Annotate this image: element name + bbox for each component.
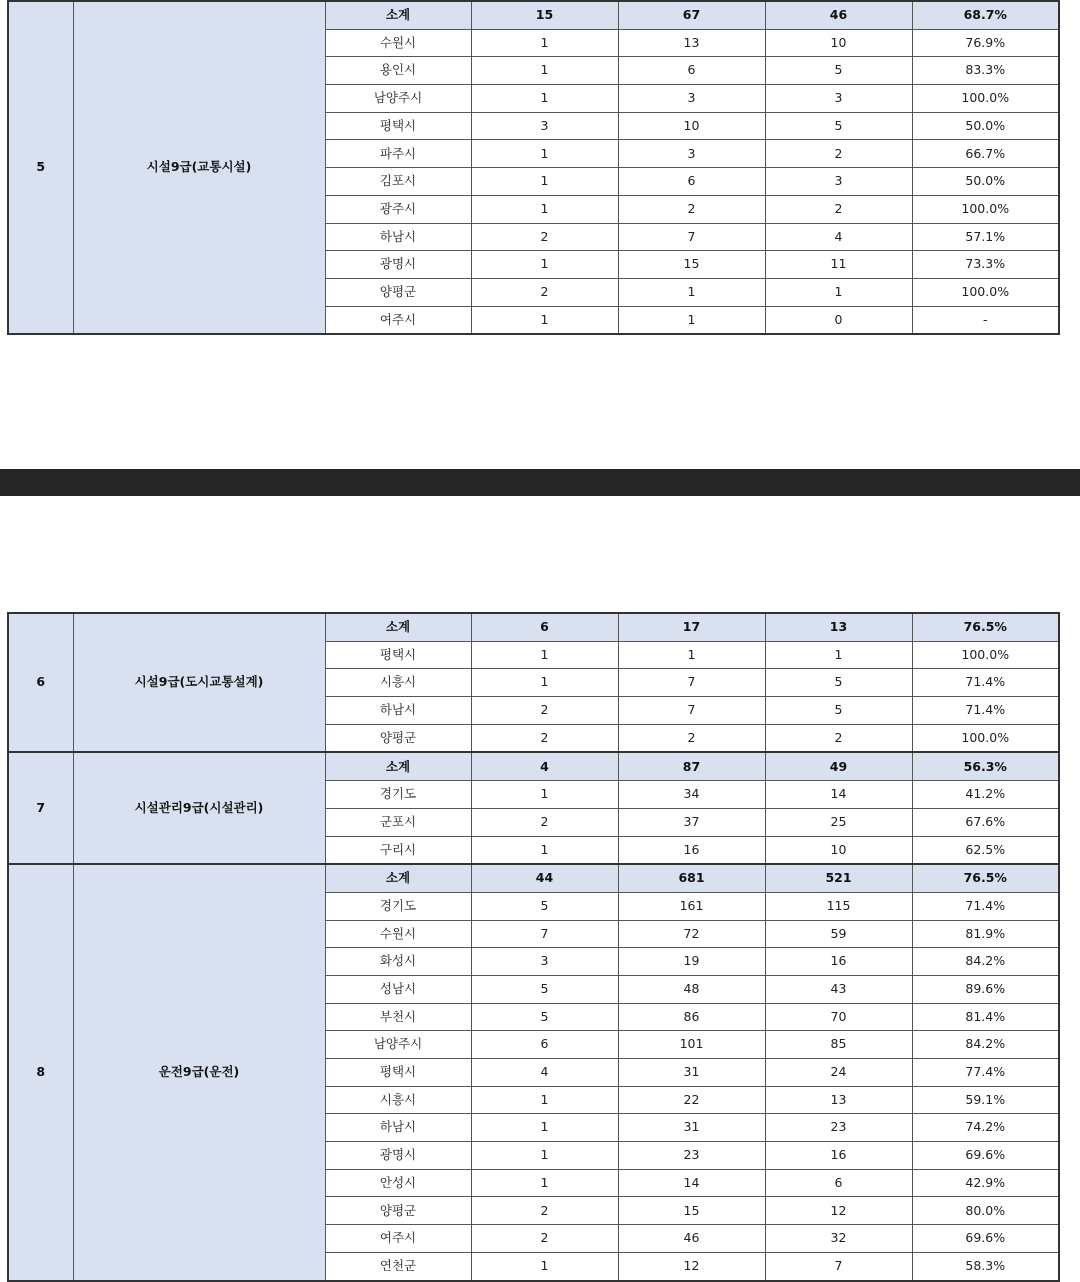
subtotal-passed-cell: 46 [765,1,912,29]
quota-cell: 1 [471,1114,618,1142]
job-category-cell: 시설9급(도시교통설계) [73,613,325,752]
quota-cell: 1 [471,836,618,864]
rate-cell: 69.6% [912,1142,1059,1170]
quota-cell: 1 [471,1086,618,1114]
subtotal-passed-cell: 13 [765,613,912,641]
applicants-cell: 1 [618,278,765,306]
rate-cell: 42.9% [912,1169,1059,1197]
region-cell: 군포시 [325,808,471,836]
rate-cell: 66.7% [912,140,1059,168]
region-cell: 하남시 [325,223,471,251]
quota-cell: 2 [471,1225,618,1253]
rate-cell: 71.4% [912,892,1059,920]
applicants-cell: 14 [618,1169,765,1197]
subtotal-applicants-cell: 67 [618,1,765,29]
rate-cell: 81.4% [912,1003,1059,1031]
quota-cell: 6 [471,1031,618,1059]
quota-cell: 1 [471,1169,618,1197]
rate-cell: 100.0% [912,641,1059,669]
job-category-cell: 운전9급(운전) [73,864,325,1280]
passed-cell: 11 [765,251,912,279]
region-cell: 광명시 [325,251,471,279]
subtotal-rate-cell: 76.5% [912,864,1059,892]
passed-cell: 6 [765,1169,912,1197]
applicants-cell: 34 [618,781,765,809]
applicants-cell: 86 [618,1003,765,1031]
subtotal-region-cell: 소계 [325,1,471,29]
applicants-cell: 31 [618,1114,765,1142]
subtotal-passed-cell: 49 [765,752,912,780]
quota-cell: 3 [471,948,618,976]
region-cell: 하남시 [325,1114,471,1142]
subtotal-applicants-cell: 87 [618,752,765,780]
subtotal-row [8,864,1059,892]
region-cell: 여주시 [325,1225,471,1253]
rate-cell: 57.1% [912,223,1059,251]
passed-cell: 115 [765,892,912,920]
region-cell: 화성시 [325,948,471,976]
region-cell: 용인시 [325,57,471,85]
rate-cell: 77.4% [912,1059,1059,1087]
applicants-cell: 37 [618,808,765,836]
applicants-cell: 72 [618,920,765,948]
subtotal-region-cell: 소계 [325,613,471,641]
quota-cell: 2 [471,223,618,251]
region-cell: 안성시 [325,1169,471,1197]
passed-cell: 14 [765,781,912,809]
subtotal-passed-cell: 521 [765,864,912,892]
region-cell: 양평군 [325,724,471,752]
region-cell: 구리시 [325,836,471,864]
applicants-cell: 7 [618,223,765,251]
quota-cell: 1 [471,57,618,85]
rate-cell: 76.9% [912,29,1059,57]
region-cell: 광주시 [325,195,471,223]
applicants-cell: 22 [618,1086,765,1114]
quota-cell: 1 [471,1142,618,1170]
quota-cell: 1 [471,306,618,334]
passed-cell: 0 [765,306,912,334]
group-number-cell: 6 [8,613,73,752]
passed-cell: 2 [765,140,912,168]
quota-cell: 1 [471,195,618,223]
quota-cell: 2 [471,1197,618,1225]
subtotal-quota-cell: 15 [471,1,618,29]
passed-cell: 25 [765,808,912,836]
applicants-cell: 10 [618,112,765,140]
passed-cell: 1 [765,641,912,669]
recruitment-table-top [7,0,1060,335]
quota-cell: 1 [471,1252,618,1280]
region-cell: 성남시 [325,975,471,1003]
region-cell: 평택시 [325,1059,471,1087]
applicants-cell: 15 [618,1197,765,1225]
passed-cell: 5 [765,669,912,697]
subtotal-applicants-cell: 17 [618,613,765,641]
rate-cell: 67.6% [912,808,1059,836]
applicants-cell: 6 [618,168,765,196]
subtotal-rate-cell: 56.3% [912,752,1059,780]
passed-cell: 2 [765,724,912,752]
region-cell: 평택시 [325,112,471,140]
subtotal-row [8,752,1059,780]
rate-cell: 74.2% [912,1114,1059,1142]
passed-cell: 16 [765,948,912,976]
subtotal-row [8,613,1059,641]
passed-cell: 2 [765,195,912,223]
region-cell: 연천군 [325,1252,471,1280]
quota-cell: 5 [471,975,618,1003]
applicants-cell: 13 [618,29,765,57]
quota-cell: 5 [471,1003,618,1031]
rate-cell: 80.0% [912,1197,1059,1225]
rate-cell: 50.0% [912,112,1059,140]
applicants-cell: 3 [618,85,765,113]
rate-cell: 59.1% [912,1086,1059,1114]
rate-cell: 62.5% [912,836,1059,864]
rate-cell: 84.2% [912,948,1059,976]
passed-cell: 12 [765,1197,912,1225]
passed-cell: 5 [765,697,912,725]
recruitment-table-bottom [7,612,1060,1282]
rate-cell: 71.4% [912,669,1059,697]
region-cell: 경기도 [325,892,471,920]
applicants-cell: 1 [618,306,765,334]
passed-cell: 4 [765,223,912,251]
applicants-cell: 15 [618,251,765,279]
quota-cell: 3 [471,112,618,140]
rate-cell: - [912,306,1059,334]
region-cell: 파주시 [325,140,471,168]
region-cell: 부천시 [325,1003,471,1031]
region-cell: 광명시 [325,1142,471,1170]
section-divider-bar [0,469,1080,496]
region-cell: 양평군 [325,278,471,306]
passed-cell: 7 [765,1252,912,1280]
applicants-cell: 2 [618,195,765,223]
quota-cell: 1 [471,669,618,697]
region-cell: 평택시 [325,641,471,669]
applicants-cell: 23 [618,1142,765,1170]
subtotal-applicants-cell: 681 [618,864,765,892]
quota-cell: 2 [471,697,618,725]
passed-cell: 32 [765,1225,912,1253]
quota-cell: 1 [471,140,618,168]
region-cell: 수원시 [325,920,471,948]
subtotal-region-cell: 소계 [325,752,471,780]
passed-cell: 10 [765,29,912,57]
applicants-cell: 16 [618,836,765,864]
applicants-cell: 46 [618,1225,765,1253]
subtotal-quota-cell: 4 [471,752,618,780]
region-cell: 수원시 [325,29,471,57]
passed-cell: 1 [765,278,912,306]
applicants-cell: 101 [618,1031,765,1059]
job-category-cell: 시설9급(교통시설) [73,1,325,334]
region-cell: 시흥시 [325,1086,471,1114]
rate-cell: 69.6% [912,1225,1059,1253]
rate-cell: 100.0% [912,85,1059,113]
quota-cell: 1 [471,781,618,809]
quota-cell: 7 [471,920,618,948]
passed-cell: 43 [765,975,912,1003]
rate-cell: 100.0% [912,195,1059,223]
quota-cell: 5 [471,892,618,920]
applicants-cell: 1 [618,641,765,669]
subtotal-rate-cell: 76.5% [912,613,1059,641]
quota-cell: 2 [471,724,618,752]
quota-cell: 1 [471,168,618,196]
applicants-cell: 7 [618,669,765,697]
region-cell: 하남시 [325,697,471,725]
applicants-cell: 3 [618,140,765,168]
quota-cell: 2 [471,278,618,306]
region-cell: 여주시 [325,306,471,334]
passed-cell: 3 [765,168,912,196]
rate-cell: 81.9% [912,920,1059,948]
group-number-cell: 8 [8,864,73,1280]
quota-cell: 1 [471,85,618,113]
rate-cell: 58.3% [912,1252,1059,1280]
region-cell: 시흥시 [325,669,471,697]
passed-cell: 24 [765,1059,912,1087]
rate-cell: 73.3% [912,251,1059,279]
quota-cell: 2 [471,808,618,836]
applicants-cell: 161 [618,892,765,920]
rate-cell: 100.0% [912,278,1059,306]
region-cell: 김포시 [325,168,471,196]
region-cell: 남양주시 [325,85,471,113]
applicants-cell: 7 [618,697,765,725]
region-cell: 경기도 [325,781,471,809]
region-cell: 남양주시 [325,1031,471,1059]
quota-cell: 1 [471,251,618,279]
passed-cell: 13 [765,1086,912,1114]
passed-cell: 3 [765,85,912,113]
subtotal-region-cell: 소계 [325,864,471,892]
applicants-cell: 31 [618,1059,765,1087]
rate-cell: 89.6% [912,975,1059,1003]
rate-cell: 84.2% [912,1031,1059,1059]
applicants-cell: 48 [618,975,765,1003]
subtotal-quota-cell: 44 [471,864,618,892]
region-cell: 양평군 [325,1197,471,1225]
applicants-cell: 19 [618,948,765,976]
quota-cell: 1 [471,641,618,669]
quota-cell: 1 [471,29,618,57]
passed-cell: 70 [765,1003,912,1031]
rate-cell: 71.4% [912,697,1059,725]
passed-cell: 5 [765,57,912,85]
passed-cell: 59 [765,920,912,948]
job-category-cell: 시설관리9급(시설관리) [73,752,325,864]
quota-cell: 4 [471,1059,618,1087]
rate-cell: 50.0% [912,168,1059,196]
applicants-cell: 12 [618,1252,765,1280]
applicants-cell: 2 [618,724,765,752]
passed-cell: 16 [765,1142,912,1170]
subtotal-quota-cell: 6 [471,613,618,641]
passed-cell: 10 [765,836,912,864]
group-number-cell: 7 [8,752,73,864]
passed-cell: 23 [765,1114,912,1142]
passed-cell: 5 [765,112,912,140]
group-number-cell: 5 [8,1,73,334]
rate-cell: 41.2% [912,781,1059,809]
rate-cell: 83.3% [912,57,1059,85]
subtotal-rate-cell: 68.7% [912,1,1059,29]
rate-cell: 100.0% [912,724,1059,752]
subtotal-row [8,1,1059,29]
passed-cell: 85 [765,1031,912,1059]
applicants-cell: 6 [618,57,765,85]
